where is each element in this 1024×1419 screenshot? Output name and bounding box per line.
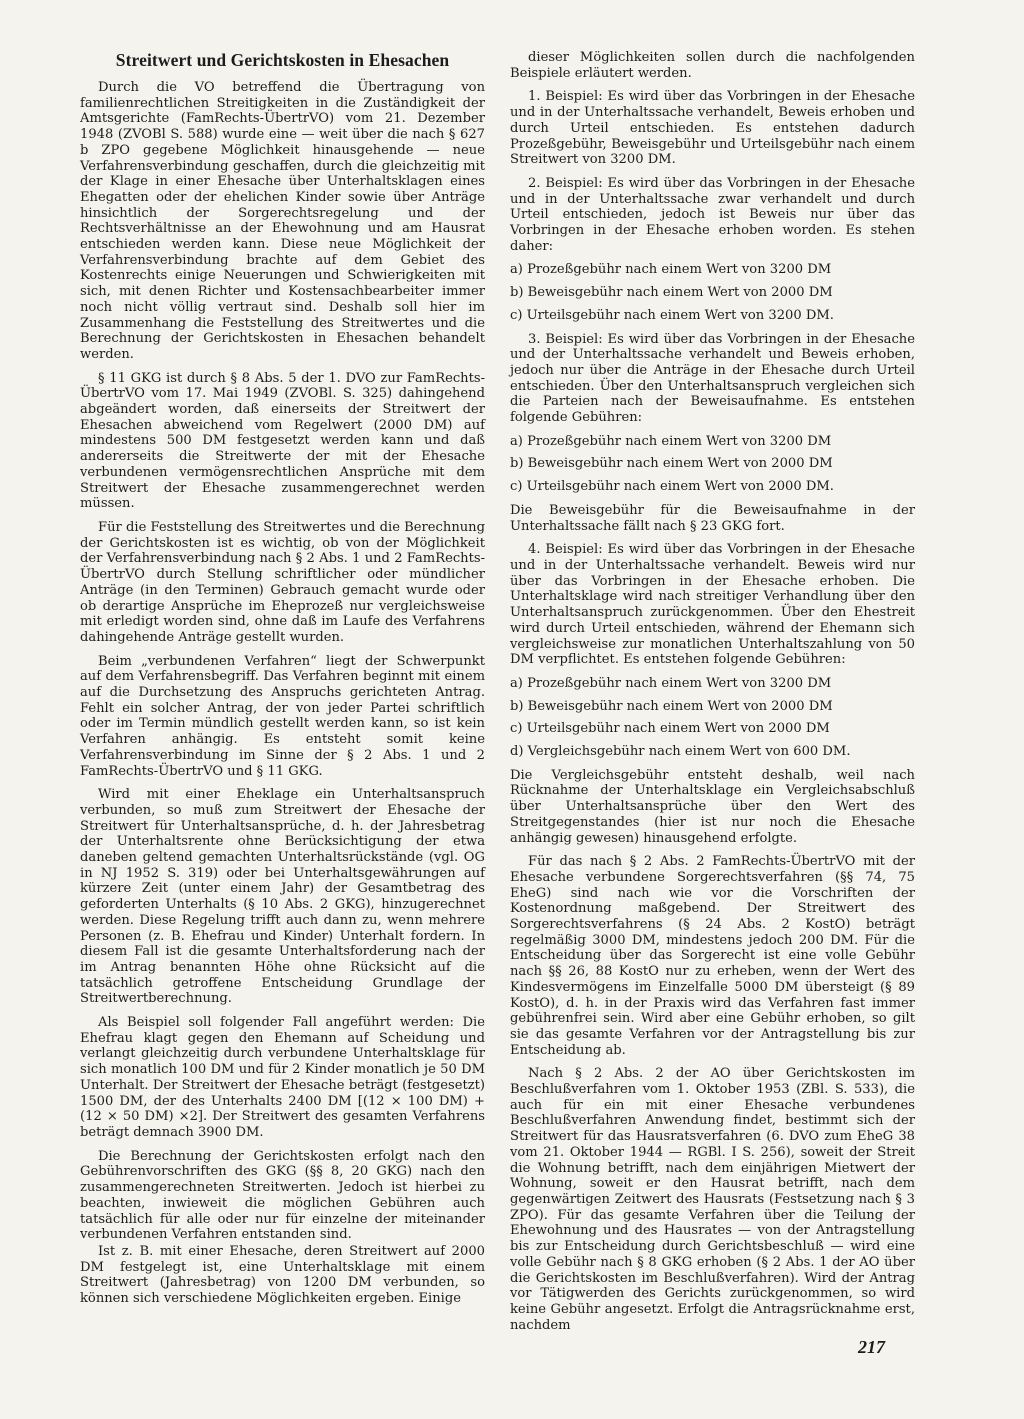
example-4-note: Die Vergleichsgebühr entsteht deshalb, weil nach Rücknahme der Unterhaltsklage ein Vergleichsabschluß über Unterhaltsansprüche über den Wert des Streitgegenstandes (hier ist nur noch die Ehesache anhängig gewesen) hinausgehend erfolgte. [510, 767, 915, 846]
example-3-fee-list [510, 434, 915, 495]
example-2: 2. Beispiel: Es wird über das Vorbringen in der Ehesache und in der Unterhaltssache zwar verhandelt und durch Urteil entschieden, jedoch ist Beweis nur über das Vorbringen in der Ehesache erhoben worden. Es stehen daher: [510, 175, 915, 254]
paragraph: Beim „verbundenen Verfahren“ liegt der Schwerpunkt auf dem Verfahrensbegriff. Das Verfahren beginnt mit einem auf die Durchsetzung des Anspruchs gerichteten Antrag. Fehlt ein solcher Antrag, der von jeder Partei schriftlich oder im Termin mündlich gestellt werden kann, so ist kein Verfahren anhängig. Es entsteht somit keine Verfahrensverbindung im Sinne der § 2 Abs. 1 und 2 FamRechts-ÜbertrVO und § 11 GKG. [80, 653, 485, 779]
example-4: 4. Beispiel: Es wird über das Vorbringen in der Ehesache und in der Unterhaltssache verhandelt. Beweis wird nur über das Vorbringen in der Ehesache erhoben. Die Unterhaltsklage wird nach streitiger Verhandlung über den Unterhaltsanspruch zurückgenommen. Über den Ehestreit wird durch Urteil entschieden, während der Ehemann sich vergleichsweise zur monatlichen Unterhaltszahlung von 50 DM verpflichtet. Es entstehen folgende Gebühren: [510, 542, 915, 668]
list-item: a) Prozeßgebühr nach einem Wert von 3200 DM [510, 433, 832, 449]
paragraph: Für die Feststellung des Streitwertes und die Berechnung der Gerichtskosten ist es wichtig, ob von der Möglichkeit der Verfahrensverbindung nach § 2 Abs. 1 und 2 FamRechts-ÜbertrVO durch Stellung schriftlicher oder mündlicher Anträge (in den Terminen) Gebrauch gemacht wurde oder ob derartige Ansprüche im Eheprozeß nur vergleichsweise mit erledigt worden sind, ohne daß im Laufe des Verfahrens dahingehende Anträge gestellt wurden. [80, 519, 485, 645]
paragraph: Die Berechnung der Gerichtskosten erfolgt nach den Gebührenvorschriften des GKG (§§ 8, 20 GKG) nach den zusammengerechneten Streitwerten. Jedoch ist hierbei zu beachten, inwieweit die möglichen Gebühren auch tatsächlich für alle oder nur für einzelne der miteinander verbundenen Verfahren entstanden sind. [80, 1148, 485, 1243]
paragraph: Ist z. B. mit einer Ehesache, deren Streitwert auf 2000 DM festgelegt ist, eine Unterhaltsklage mit einem Streitwert (Jahresbetrag) von 1200 DM verbunden, so können sich verschiedene Möglichkeiten ergeben. Einige [80, 1243, 485, 1307]
list-item: c) Urteilsgebühr nach einem Wert von 2000 DM [510, 721, 830, 737]
list-item: a) Prozeßgebühr nach einem Wert von 3200 DM [510, 675, 832, 691]
paragraph: Nach § 2 Abs. 2 der AO über Gerichtskosten im Beschlußverfahren vom 1. Oktober 1953 (ZBl. S. 533), die auch für ein mit einer Ehesache verbundenes Beschlußverfahren Anwendung findet, bestimmt sich der Streitwert für das Hausratsverfahren (6. DVO zum EheG 38 vom 21. Oktober 1944 — RGBl. I S. 256), soweit der Streit die Wohnung betrifft, nach dem einjährigen Mietwert der Wohnung, soweit er den Hausrat betrifft, nach dem gegenwärtigen Zeitwert des Hausrats (Festsetzung nach § 3 ZPO). Für das gesamte Verfahren über die Teilung der Ehewohnung und des Hausrates — von der Antragstellung bis zur Entscheidung durch Gerichtsbeschluß — wird eine volle Gebühr nach § 8 GKG erhoben (§ 2 Abs. 1 der AO über die Gerichtskosten im Beschlußverfahren). Wird der Antrag vor Tätigwerden des Gerichts zurückgenommen, so wird keine Gebühr angesetzt. Erfolgt die Antragsrücknahme erst, nachdem [510, 1066, 915, 1333]
list-item: a) Prozeßgebühr nach einem Wert von 3200 DM [510, 262, 832, 278]
example-3: 3. Beispiel: Es wird über das Vorbringen in der Ehesache und der Unterhaltssache verhandelt und Beweis erhoben, jedoch nur über die Anträge in der Ehesache durch Urteil entschieden. Über den Unterhaltsanspruch vergleichen sich die Parteien nach der Beweisaufnahme. Es entstehen folgende Gebühren: [510, 331, 915, 426]
article-title: Streitwert und Gerichtskosten in Ehesachen [115, 50, 450, 70]
page-number: 217 [858, 1337, 885, 1357]
list-item: d) Vergleichsgebühr nach einem Wert von 600 DM. [510, 744, 851, 760]
example-1: 1. Beispiel: Es wird über das Vorbringen in der Ehesache und in der Unterhaltssache verhandelt, Beweis erhoben und durch Urteil entschieden. Es entstehen dadurch Prozeßgebühr, Beweisgebühr und Urteilsgebühr nach einem Streitwert von 3200 DM. [510, 89, 915, 168]
paragraph: Als Beispiel soll folgender Fall angeführt werden: Die Ehefrau klagt gegen den Ehemann auf Scheidung und verlangt gleichzeitig durch verbundene Unterhaltsklage für sich monatlich 100 DM und für 2 Kinder monatlich je 50 DM Unterhalt. Der Streitwert der Ehesache beträgt (festgesetzt) 1500 DM, der des Unterhalts 2400 DM [(12 × 100 DM) + (12 × 50 DM) ×2]. Der Streitwert des gesamten Verfahrens beträgt demnach 3900 DM. [80, 1015, 485, 1140]
paragraph: Wird mit einer Eheklage ein Unterhaltsanspruch verbunden, so muß zum Streitwert der Ehesache der Streitwert für Unterhaltsansprüche, d. h. der Jahresbetrag der Unterhaltsrente ohne Berücksichtigung der etwa daneben geltend gemachten Unterhaltsrückstände (vgl. OG in NJ 1952 S. 319) oder bei Unterhaltsgewährungen auf kürzere Zeit (unter einem Jahr) der Gesamtbetrag des geforderten Unterhalts (§ 10 Abs. 2 GKG), hinzugerechnet werden. Diese Regelung trifft auch dann zu, wenn mehrere Personen (z. B. Ehefrau und Kinder) Unterhalt fordern. In diesem Fall ist die gesamte Unterhaltsforderung nach der im Antrag benannten Höhe ohne Rücksicht auf die tatsächlich getroffene Entscheidung Grundlage der Streitwertberechnung. [80, 787, 485, 1007]
left-column [80, 44, 485, 1315]
list-item: c) Urteilsgebühr nach einem Wert von 2000 DM. [510, 479, 834, 495]
right-column [510, 50, 915, 1341]
example-3-note: Die Beweisgebühr für die Beweisaufnahme in der Unterhaltssache fällt nach § 23 GKG fort. [510, 502, 915, 534]
paragraph: § 11 GKG ist durch § 8 Abs. 5 der 1. DVO zur FamRechts-ÜbertrVO vom 17. Mai 1949 (ZVOBl. S. 325) dahingehend abgeändert worden, daß einerseits der Streitwert der Ehesachen abweichend vom Regelwert (2000 DM) auf mindestens 500 DM festgesetzt werden kann und daß andererseits die Streitwerte der mit der Ehesache verbundenen vermögensrechtlichen Ansprüche mit dem Streitwert der Ehesache zusammengerechnet werden müssen. [80, 370, 485, 512]
paragraph: Durch die VO betreffend die Übertragung von familienrechtlichen Streitigkeiten in die Zuständigkeit der Amtsgerichte (FamRechts-ÜbertrVO) vom 21. Dezember 1948 (ZVOBl S. 588) wurde eine — weit über die nach § 627 b ZPO gegebene Möglichkeit hinausgehende — neue Verfahrensverbindung geschaffen, durch die gleichzeitig mit der Klage in einer Ehesache über Unterhaltsklagen eines Ehegatten oder der ehelichen Kinder sowie über Anträge hinsichtlich der Sorgerechtsregelung und der Rechtsverhältnisse an der Ehewohnung und am Hausrat entschieden werden kann. Diese neue Möglichkeit der Verfahrensverbindung brachte auf dem Gebiet des Kostenrechts einige Neuerungen und Schwierigkeiten mit sich, mit denen Richter und Kostensachbearbeiter immer noch nicht völlig vertraut sind. Deshalb soll hier im Zusammenhang die Feststellung des Streitwertes und die Berechnung der Gerichtskosten in Ehesachen behandelt werden. [80, 80, 485, 362]
example-4-fee-list [510, 676, 915, 760]
list-item: c) Urteilsgebühr nach einem Wert von 3200 DM. [510, 307, 834, 323]
list-item: b) Beweisgebühr nach einem Wert von 2000 DM [510, 285, 833, 301]
example-2-fee-list [510, 262, 915, 323]
paragraph-continuation: dieser Möglichkeiten sollen durch die nachfolgenden Beispiele erläutert werden. [510, 50, 915, 81]
list-item: b) Beweisgebühr nach einem Wert von 2000 DM [510, 456, 833, 472]
paragraph: Für das nach § 2 Abs. 2 FamRechts-ÜbertrVO mit der Ehesache verbundene Sorgerechtsverfahren (§§ 74, 75 EheG) sind nach wie vor die Vorschriften der Kostenordnung maßgebend. Der Streitwert des Sorgerechtsverfahrens (§ 24 Abs. 2 KostO) beträgt regelmäßig 3000 DM, mindestens jedoch 200 DM. Für die Entscheidung über das Sorgerecht ist eine volle Gebühr nach §§ 26, 88 KostO nur zu erheben, wenn der Wert des Kindesvermögens im Einzelfalle 5000 DM übersteigt (§ 89 KostO), d. h. in der Praxis wird das Verfahren fast immer gebührenfrei sein. Wird aber eine Gebühr erhoben, so gilt sie das gesamte Verfahren vor der Antragstellung bis zur Entscheidung ab. [510, 854, 915, 1058]
list-item: b) Beweisgebühr nach einem Wert von 2000 DM [510, 698, 833, 714]
